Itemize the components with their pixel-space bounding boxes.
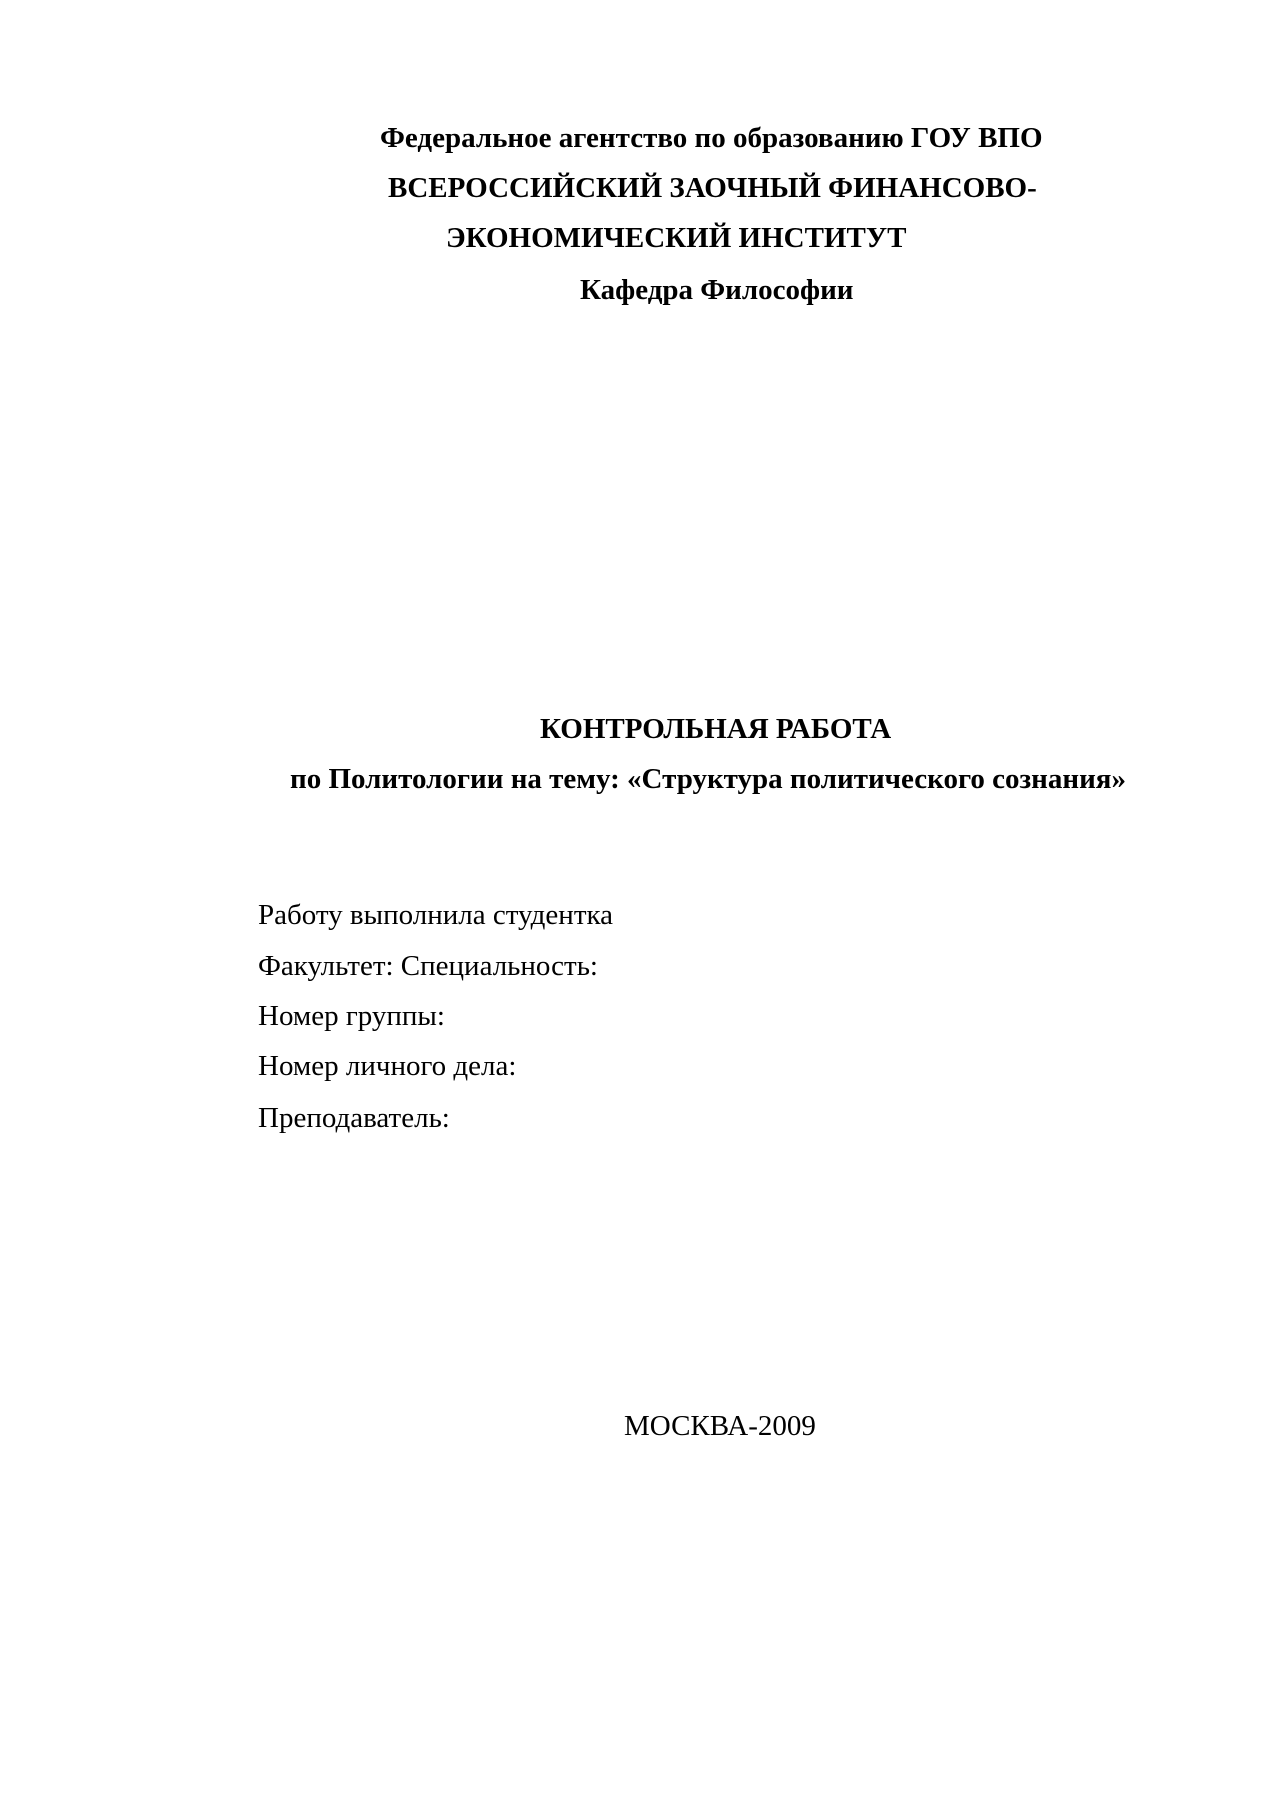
performed-by-line: Работу выполнила студентка <box>258 899 614 931</box>
group-line: Номер группы: <box>258 1000 445 1032</box>
faculty-line: Факультет: Специальность: <box>258 950 598 982</box>
teacher-line: Преподаватель: <box>258 1102 450 1134</box>
department-line: Кафедра Философии <box>580 274 854 306</box>
institute-line-2: ЭКОНОМИЧЕСКИЙ ИНСТИТУТ <box>446 222 907 254</box>
agency-line: Федеральное агентство по образованию ГОУ ВПО <box>380 122 1043 154</box>
subject-topic-title: по Политологии на тему: «Структура политического сознания» <box>290 763 1126 795</box>
personal-file-line: Номер личного дела: <box>258 1050 517 1082</box>
work-type-title: КОНТРОЛЬНАЯ РАБОТА <box>540 713 892 745</box>
city-year-line: МОСКВА-2009 <box>624 1410 816 1442</box>
institute-line-1: ВСЕРОССИЙСКИЙ ЗАОЧНЫЙ ФИНАНСОВО- <box>388 172 1037 204</box>
